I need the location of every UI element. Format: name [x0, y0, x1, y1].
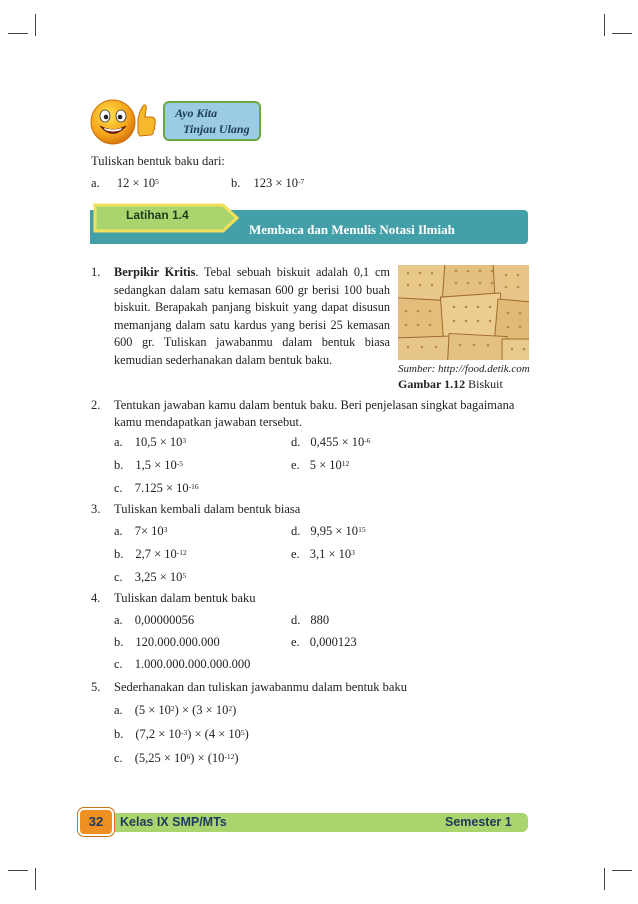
question-number: 2.: [91, 398, 101, 412]
question-number: 4.: [91, 591, 101, 605]
figure-source: Sumber: http://food.detik.com: [398, 363, 530, 375]
footer-semester: Semester 1: [445, 815, 512, 829]
question-2-option-e: e. $5 \times 10^{12}$: [291, 458, 350, 472]
biscuit-photo: [398, 265, 529, 360]
question-3-line1: Tuliskan kembali dalam bentuk biasa: [114, 502, 301, 516]
crop-mark: [35, 868, 36, 890]
crop-mark: [8, 870, 28, 871]
question-4-option-a: a. 0,00000056: [114, 613, 195, 627]
question-2-line2: kamu mendapatkan jawaban tersebut.: [114, 415, 303, 429]
ayo-kita-label-box: [163, 101, 261, 141]
ayo-title-line2: Tinjau Ulang: [183, 122, 250, 136]
footer-book-title: Kelas IX SMP/MTs: [120, 815, 227, 829]
question-5-option-b: b. $(7,2 \times 10^{-3}) \times (4 \times 10^5)$: [114, 727, 249, 741]
question-3-option-e: e. $3,1 \times 10^3$: [291, 547, 355, 561]
question-4-option-d: d. 880: [291, 613, 330, 627]
crop-mark: [604, 868, 605, 890]
question-number: 5.: [91, 680, 101, 694]
question-4-line1: Tuliskan dalam bentuk baku: [114, 591, 256, 605]
smiley-thumbs-up-icon: [88, 95, 168, 147]
review-item-a: a. $12 \times 10^5$: [91, 176, 159, 190]
crop-mark: [8, 33, 28, 34]
review-item-b: b. $123 \times 10^{-7}$: [231, 176, 305, 190]
question-2-option-a: a. $10,5 \times 10^3$: [114, 435, 187, 449]
question-2-option-c: c. $7.125 \times 10^{-16}$: [114, 481, 199, 495]
crop-mark: [604, 14, 605, 36]
question-3-option-d: d. $9,95 \times 10^{15}$: [291, 524, 366, 538]
ayo-title-line1: Ayo Kita: [175, 106, 218, 120]
question-1-bold: Berpikir Kritis: [114, 265, 196, 279]
question-number: 3.: [91, 502, 101, 516]
question-2-option-d: d. $0,455 \times 10^{-6}$: [291, 435, 371, 449]
question-5-option-c: c. $(5,25 \times 10^6) \times (10^{-12})$: [114, 751, 239, 765]
latihan-title: Membaca dan Menulis Notasi Ilmiah: [249, 222, 455, 237]
crop-mark: [612, 33, 632, 34]
question-4-option-c: c. 1.000.000.000.000.000: [114, 657, 251, 671]
question-2-line1: Tentukan jawaban kamu dalam bentuk baku. Beri penjelasan singkat bagaimana: [114, 398, 515, 412]
figure-caption: Gambar 1.12 Biskuit: [398, 377, 503, 391]
question-5-line1: Sederhanakan dan tuliskan jawabanmu dalam bentuk baku: [114, 680, 407, 694]
question-3-option-b: b. $2,7 \times 10^{-12}$: [114, 547, 187, 561]
question-2-option-b: b. $1,5 \times 10^{-5}$: [114, 458, 184, 472]
question-4-option-b: b. 120.000.000.000: [114, 635, 220, 649]
question-4-option-e: e. 0,000123: [291, 635, 357, 649]
page-number: 32: [78, 808, 114, 836]
review-instruction: Tuliskan bentuk baku dari:: [91, 154, 225, 168]
question-number: 1.: [91, 265, 101, 279]
question-3-option-a: a. $7\times 10^3$: [114, 524, 168, 538]
question-5-option-a: a. $(5 \times 10^2) \times (3 \times 10^2)$: [114, 703, 237, 717]
question-3-option-c: c. $3,25 \times 10^5$: [114, 570, 187, 584]
question-1-text: Berpikir Kritis. Tebal sebuah biskuit adalah 0,1 cm sedangkan dalam satu kemasan 600 gr berisi 100 buah biskuit. Berapakah panjang biskuit yang dapat disusun memanjang dalam satu kardus yang berisi 25 kemasan 600 gr. Tuliskan jawabanmu dalam bentuk biasa kemudian sederhanakan dalam bentuk baku.: [114, 265, 390, 367]
latihan-label: Latihan 1.4: [126, 208, 189, 222]
crop-mark: [612, 870, 632, 871]
crop-mark: [35, 14, 36, 36]
